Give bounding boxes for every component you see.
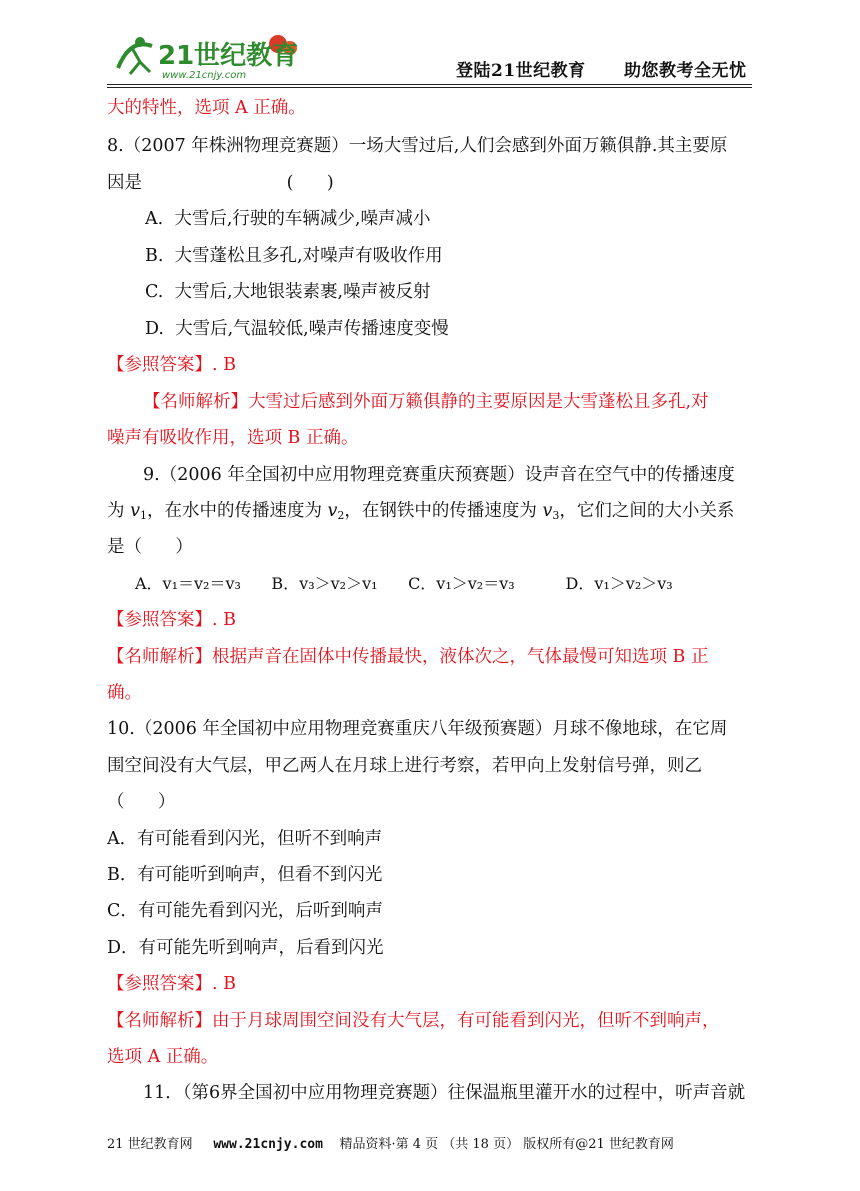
question-8-option-a: A. 大雪后,行驶的车辆减少,噪声减小	[145, 209, 431, 229]
question-9-line-2: 为 $v_1$，在水中的传播速度为 $v_2$，在钢铁中的传播速度为 $v_3$，它们之间的大小关系	[107, 501, 735, 522]
question-8-option-b: B. 大雪蓬松且多孔,对噪声有吸收作用	[145, 246, 443, 266]
question-10-line-3: （ ）	[107, 792, 176, 812]
question-10-option-c: C．有可能先看到闪光，后听到响声	[107, 901, 383, 921]
page-footer	[107, 1136, 674, 1154]
question-8-line-1: 8.（2007 年株洲物理竞赛题）一场大雪过后,人们会感到外面万籁俱静.其主要原	[107, 136, 728, 156]
question-10-answer: 【参照答案】. B	[107, 974, 236, 994]
question-10-explanation-2: 选项 A 正确。	[107, 1047, 219, 1067]
question-10-option-b: B．有可能听到响声，但看不到闪光	[107, 865, 383, 885]
question-8-answer: 【参照答案】. B	[107, 355, 236, 375]
question-10-option-a: A．有可能看到闪光，但听不到响声	[107, 829, 383, 849]
logo-text: 21世纪教育	[158, 41, 299, 71]
footer-site-link[interactable]: www.21cnjy.com	[213, 1137, 323, 1152]
question-8-option-d: D. 大雪后,气温较低,噪声传播速度变慢	[145, 319, 449, 339]
header-slogan-left: 登陆21世纪教育	[456, 61, 586, 81]
logo-url: www.21cnjy.com	[162, 70, 247, 81]
footer-org: 21 世纪教育网	[107, 1137, 193, 1152]
site-logo	[110, 28, 310, 88]
question-9-explanation-2: 确。	[107, 683, 142, 703]
header-divider	[107, 84, 752, 85]
header-divider-2	[107, 87, 752, 88]
question-8-explanation-2: 噪声有吸收作用，选项 B 正确。	[107, 428, 359, 448]
footer-page-info: 精品资料·第 4 页 （共 18 页） 版权所有@21 世纪教育网	[339, 1137, 674, 1152]
question-8-option-c: C. 大雪后,大地银装素裹,噪声被反射	[145, 282, 431, 302]
header-slogan-right: 助您教考全无忧	[624, 61, 747, 81]
question-9-options: A．v₁＝v₂＝v₃ B．v₃＞v₂＞v₁ C．v₁＞v₂＝v₃ D．v₁＞v₂＞v₃	[135, 574, 673, 593]
question-9-explanation-1: 【名师解析】根据声音在固体中传播最快，液体次之，气体最慢可知选项 B 正	[107, 647, 709, 667]
question-11-line-1: 11．（第6界全国初中应用物理竞赛题）往保温瓶里灌开水的过程中，听声音就	[143, 1083, 746, 1103]
question-10-option-d: D．有可能先听到响声，后看到闪光	[107, 938, 384, 958]
question-9-line-3: 是（ ）	[107, 537, 193, 557]
question-9-line-1: 9.（2006 年全国初中应用物理竞赛重庆预赛题）设声音在空气中的传播速度	[143, 465, 735, 485]
logo-graphic	[110, 28, 310, 88]
text-line: 大的特性，选项 A 正确。	[107, 98, 306, 118]
question-10-line-1: 10.（2006 年全国初中应用物理竞赛重庆八年级预赛题）月球不像地球，在它周	[107, 719, 728, 739]
question-10-explanation-1: 【名师解析】由于月球周围空间没有大气层，有可能看到闪光，但听不到响声，	[107, 1011, 720, 1031]
question-10-line-2: 围空间没有大气层，甲乙两人在月球上进行考察，若甲向上发射信号弹，则乙	[107, 756, 702, 776]
question-9-answer: 【参照答案】. B	[107, 610, 236, 630]
question-8-line-2: 因是 ( )	[107, 173, 334, 193]
question-8-explanation-1: 【名师解析】大雪过后感到外面万籁俱静的主要原因是大雪蓬松且多孔,对	[143, 392, 709, 412]
